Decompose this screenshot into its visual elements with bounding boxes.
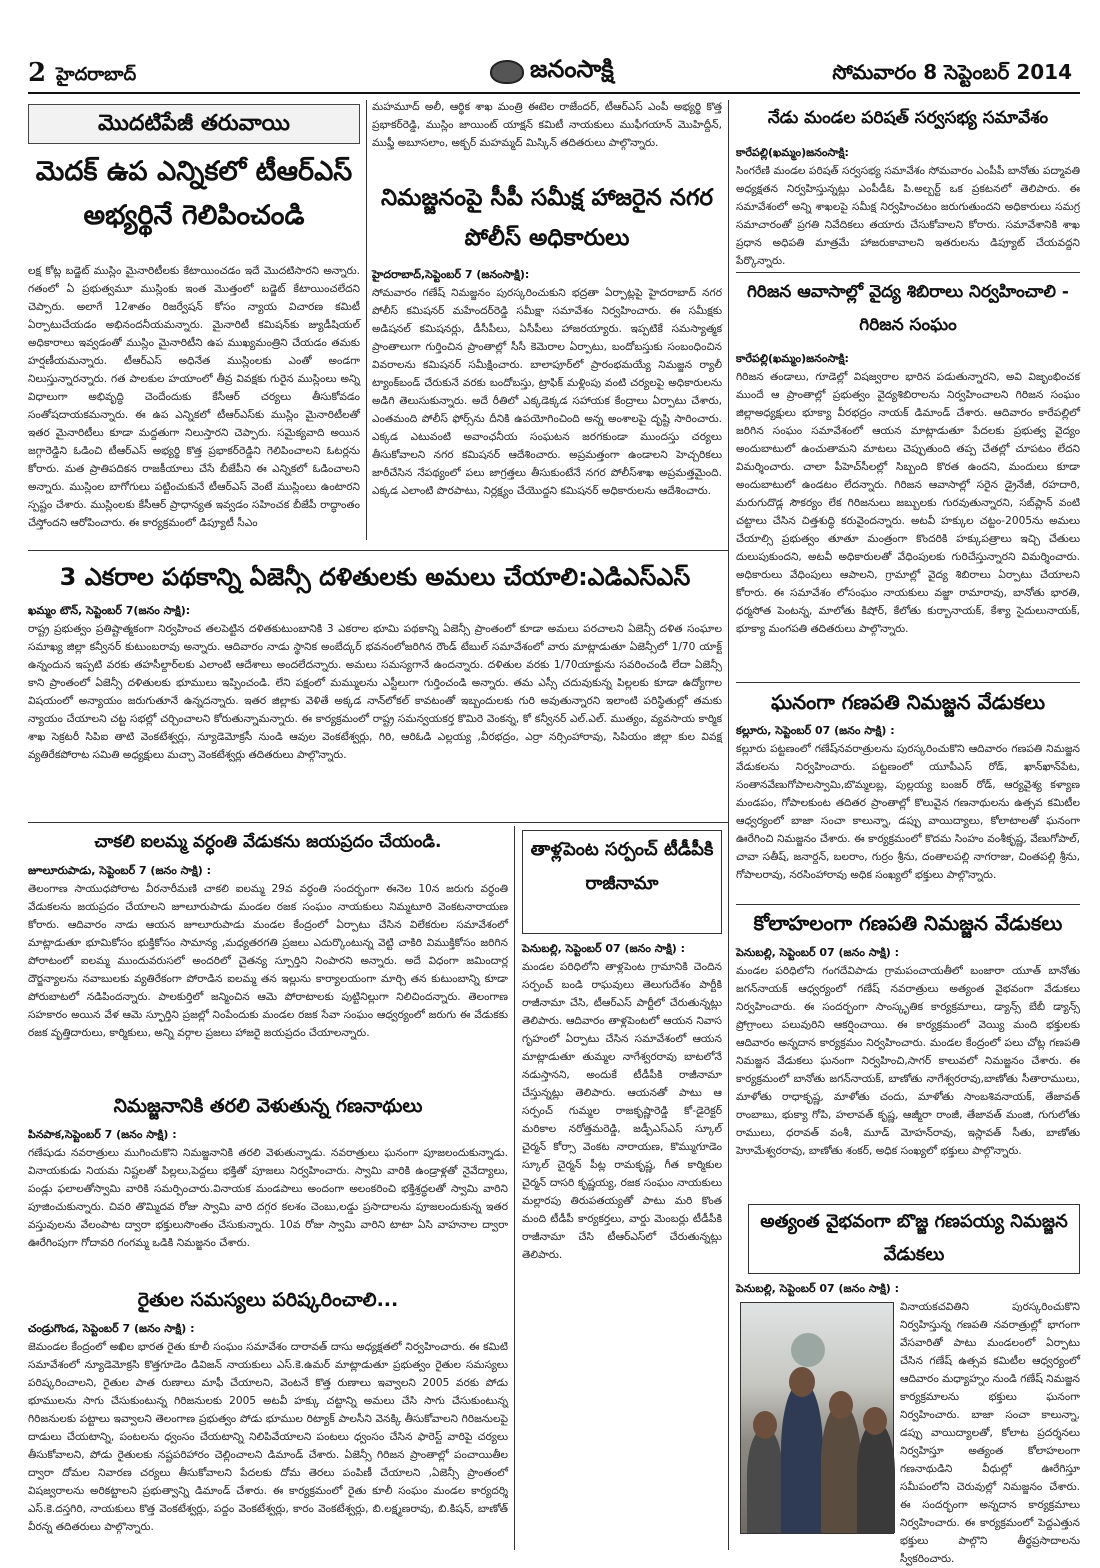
masthead-rule [28,92,1080,94]
chakali-byline: జూలూరుపాడు, సెప్టెంబర్ 7 (జనం సాక్షి) : [28,864,211,877]
ganadhulu-byline: పినపాక,సెప్టెంబర్ 7 (జనం సాక్షి) : [28,1128,177,1141]
mandal-meeting-headline: నేడు మండల పరిషత్ సర్వసభ్య సమావేశం [767,108,1049,128]
logo-emblem-icon [490,60,524,84]
section-divider [736,682,1080,683]
medical-camps-article [736,350,1080,678]
sarpanch-article [522,940,722,1320]
ganadhulu-headline: నిమజ్జనానికి తరలి వెళుతున్న గణనాథులు [113,1095,423,1117]
sarpanch-headline: తాళ్లపెంట సర్పంచ్ టీడీపీకి రాజీనామా [522,830,722,934]
continuation-banner: మొదటిపేజీ తరువాయి [28,104,360,144]
three-acres-body: రాష్ట్ర ప్రభుత్వం ప్రతిష్టాత్మకంగా నిర్వహించ తలపెట్టిన దళితకుటుంబానికి 3 ఎకరాల భూమి పథకాన్ని ఏజెన్సీ ప్రాంతంలో కూడా అమలు పరచాలని ఏజెన్సీ దళిత సంఘాల సమాఖ్య జిల్లా కన్వీనర్ కుటుంబరావు అన్నారు. ఆదివారం నాడు స్థానిక అంబేద్కర్ భవనంలోజరిగిన రౌండ్ టేబుల్ సమావేశంలో వారు మాట్లాడుతూ ఏజెన్సీలో 1/70 యాక్ట్ ఉన్నందున ఇప్పటి వరకు తహసీల్దార్‌లకు ఎలాంటి ఆదేశాలు అందలేదన్నారు. అమలు సమస్యగానే ఉందన్నారు. దళితుల వరకు 1/70యాక్టును సవరించండి లేదా ఏజెన్సీ కాని ప్రాంతంలో ఏజెన్సీ దళితులకు భూములు ఇప్పించండి. లేని పక్షంలో మమ్ములను ఎస్టీలుగా గుర్తించండి అన్నారు. తమ ఎస్సీ చదువుకున్న పిల్లలకు కూడా ఉద్యోగాల విషయంలో అన్యాయం జరుగుతూనే ఉన్నదన్నారు. ఇతర జిల్లాకు వెళితే అక్కడ నాన్‌లోకల్ కావటంతో ఇబ్బందులకు గురి అవుతున్నారని ఇలాంటి పరిస్థితుల్లో తమకు న్యాయం చేయాలని చట్ట సభల్లో చర్చించాలని కోరుతున్నామన్నారు. ఈ కార్యక్రమంలో రాష్ట్ర సమన్వయకర్త కొమిరె వెంకన్న, కో కన్వీనర్ ఎల్.ఎల్. ముత్యం, వ్యవసాయ కార్మిక శాఖ సెక్రటరీ సిపిఐ తాటి వెంకటేశ్వర్లు, న్యూడెమోక్రసీ నుండి ఆవుల వెంకటేశ్వర్లు, గిరి, ఆరిఓడి ఎల్లయ్య ,వీరభద్రం, ఎర్రా నర్సింహారావు, సిపియం జిల్లా కుల వివక్ష వ్యతిరేకపోరాట సమితి అధ్యక్షులు మచ్చా వెంకటేశ్వర్లు తదితరులు పాల్గొన్నారు. [28,622,722,761]
masthead [0,0,1100,96]
chakali-headline: చాకలి ఐలమ్మ వర్ధంతి వేడుకను జయప్రదం చేయండి. [94,832,442,852]
bojja-byline: పెనుబల్లి, సెప్టెంబర్ 07 (జనం సాక్షి) : [736,1282,900,1295]
kolahalam-byline: పెనుబల్లి, సెప్టెంబర్ 07 (జనం సాక్షి) : [736,946,900,959]
logo-text: జనంసాక్షి [530,55,614,83]
bojja-headline: అత్యంత వైభవంగా బొజ్జ గణపయ్య నిమజ్జన వేడుకలు [748,1204,1080,1274]
ganapathi-kalluru-byline: కల్లూరు, సెప్టెంబర్ 07 (జనం సాక్షి) : [736,724,895,737]
three-acres-byline: ఖమ్మం టౌన్, సెప్టెంబర్ 7(జనం సాక్షి): [28,604,191,617]
medical-camps-body: గిరిజన తండాలు, గూడెల్లో విషజ్వరాల భారిన పడుతున్నారని, అవి విజృంభించక ముందే ఆ ప్రాంతాల్లో ప్రభుత్వం వైద్యశిబిరాలను నిర్వహించాలని గిరిజన సంఘం జిల్లాఅధ్యక్షులు భూక్యా వీరభద్రం నాయక్ డిమాండ్ చేశారు. ఆదివారం కారేపల్లిలో జరిగిన సంఘం సమావేశంలో ఆయన మాట్లాడుతూ పేదలకు ప్రభుత్వ వైద్యం అందుబాటులో ఉంచుతామని మాటలు చెప్పుతుంది తప్ప చేతల్లో చూపటం లేదని విమర్శించారు. చాలా పీహెచ్‌సీలల్లో సిబ్బంది కొరత ఉందని, మందులు కూడా అందుబాటులో ఉండటం లేదన్నారు. గిరిజన ఆవాసాల్లో సరైన డ్రైనేజీ, రహదారి, మరుగుదొడ్ల సౌకర్యం లేక గిరిజనులు జబ్బులకు గురవుతున్నారని, సబ్‌ప్లాన్ వంటి చట్టాలు చేసిన చిత్తశుద్ధి కరువైందన్నారు. అటవీ హక్కుల చట్టం-2005ను అమలు చేయాల్సి ప్రభుత్వం తూతూ మంత్రంగా కొందరికి హక్కుపత్రాలు ఇచ్చి చేతులు దులుపుకుందని, అటవీ అధికారులతో వేధింపులకు గురిచేస్తున్నారని విమర్శించారు. అధికారులు వేధింపులు ఆపాలని, గ్రామాల్లో వైద్య శిబిరాలు ఏర్పాటు చేయాలని కోరారు. ఈ సమావేశం లోసంఘం నాయకులు వజ్జా రామారావు, బానోతు భారతి, ధర్మసోత పెంటన్న, మాలోతు కిషోర్, కేలోతు కుర్బానాయక్, కేశ్యా సైదులునాయక్, భూక్యా మంగపతి తదితరులు పాల్గొన్నారు. [736,370,1080,635]
section-divider [736,904,1080,905]
mandal-meeting-article [736,144,1080,268]
ganadhulu-article [28,1126,508,1280]
medak-cont-body: మహమూద్ అలీ, ఆర్థిక శాఖ మంత్రి ఈటెల రాజేందర్, టీఆర్ఎస్ ఎంపీ అభ్యర్థి కొత్త ప్రభాకర్‌రెడ్డి, ముస్లిం జాయింట్ యాక్షన్ కమిటీ నాయకులు ముఫీగయాన్ మొహిద్దీన్, ముఫ్తీ అబూసలాం, అక్బర్ మహమ్మద్ మిస్కిన్ తదితరులు పాల్గొన్నారు. [372,101,722,149]
page-number: 2 [28,58,47,88]
farmers-byline: చండ్రుగొండ, సెప్టెంబర్ 7 (జనం సాక్షి) : [28,1322,195,1335]
farmers-body: జెమండల కేంద్రంలో అఖిల భారత రైతు కూలీ సంఘం సమావేశం దారావత్ దాసు అధ్యక్షతలో నిర్వహించారు. ఈ కమిటి సమావేశంలో న్యూడెమోక్రసి కొత్తగూడెం డివిజన్ నాయకులు ఎస్.కె.ఉమర్ మాట్లాడుతూ ప్రభుత్వం రైతుల సమస్యలు పరిష్కరించాలని, రైతుల పాత రుణాలు మాఫీ చేయాలని, వెంటనే కొత్త రుణాలు ఇవ్వాలని 2005 వరకు పోడు భూములను సాగు చేసుకుంటున్న గిరిజనులకు 2005 అటవీ హక్కు చట్టాన్ని అమలు చేసి సాగు చేసుకుంటున్న గిరిజనులకు పట్టాలు ఇవ్వాలని తెలంగాణ ప్రభుత్వం పోడు భూముల రిట్యాక్ పాలసీని వెనక్కి తీసుకోవాలని గిరిజనులపై దాడులు చేయటాన్ని, పంటలను ధ్వంసం చేయటాన్ని నిలిపివేయాలని పంటలు ధ్వంసం చేసిన ఫారెస్ట్ వారిపై చర్యలు తీసుకోవాలని, పోడు రైతులకు నష్టపరిహారం చెల్లించాలని డిమాండ్ చేశారు. ఏజెన్సీ గిరిజన ప్రాంతాల్లో పంచాయితీల ద్వారా దోమల నివారణ చర్యలు తీసుకోవాలని పేదలకు దోమ తెరలు పంపిణీ చేయాలని ,ఏజెన్సీ ప్రాంతంలో విషజ్వరాలను అరికట్టాలని ప్రభుత్వాన్ని డిమాండ్ చేశారు. ఈ కార్యక్రమంలో రైతు కూలీ సంఘం మండల కార్యదర్శి ఎస్.కె.దస్తగిరి, నాయకులు కొత్త వెంకటేశ్వర్లు, పద్దం వెంకటేశ్వర్లు, కారం వెంకటేశ్వర్లు, బి.లక్ష్మణరావు, బి.కిషన్, బాణోత్ వీరన్న తదితరులు పాల్గొన్నారు. [28,1340,508,1533]
medical-camps-headline: గిరిజన ఆవాసాల్లో వైద్య శిబిరాలు నిర్వహించాలి - గిరిజన సంఘం [747,282,1069,335]
chakali-body: తెలంగాణ సాయుధపోరాట వీరనారీమణి చాకలి ఐలమ్మ 29వ వర్ధంతి సందర్భంగా ఈనెల 10న జరుగు వర్ధంతి వేడుకలను జయప్రదం చేయాలని జూలూరుపాడు మండల రజక సంఘం నాయకులు నిమ్మటూరి వెంకటనారాయణ కోరారు. ఆదివారం నాడు ఆయన జూలూరుపాడు మండల కేంద్రంలో ఏర్పాటు చేసిన విలేకరుల సమావేశంలో మాట్లాడుతూ భూమికోసం భుక్తికోసం సామాన్య ,మధ్యతరగతి ప్రజలు ఎదుర్కొంటున్న వెట్టి చాకిరి విముక్తికోసం జరిగిన పోరాటంలో ఐలమ్మ ముందువరుసలో అందరిలో చైతన్య స్పూర్తిని నింపారని అన్నారు. అదే విధంగా జమిందార్ల దౌర్జన్యాలను నవాబులకు వ్యతిరేకంగా పోరాడిన ఐలమ్మ తన ఇల్లును కార్యాలయంగా మార్చి తన కుటుంబాన్ని కూడా పోరుబాటలో నడిపిందన్నారు. పాలకుర్తిలో జన్మించిన ఆమె పోరాటాలకు పుట్టినిల్లుగా నిలిచిందన్నారు. తెలంగాణ సహకారం అయిన వేళ ఆమె స్ఫూర్తిని ప్రజల్లో నింపేందుకు మండల రజక సేవా సంఘం ఆధ్వర్యంలో జరుగు ఈ వేడుకకు రజక వృత్తిదారులు, కార్మికులు, అన్ని వర్గాల ప్రజలు హాజరై జయప్రదం చేయాలన్నారు. [28,882,508,1039]
sarpanch-byline: పెనుబల్లి, సెప్టెంబర్ 07 (జనం సాక్షి) : [522,942,686,955]
column-divider [728,100,729,1550]
mandal-meeting-byline: కారేపల్లి(ఖమ్మం)జనంసాక్షి: [736,146,849,159]
mandal-meeting-body: సింగరేణి మండల పరిషత్ సర్వసభ్య సమావేశం సోమవారం ఎంపీపీ బానోతు పద్మావతి అధ్యక్షతన నిర్వహిస్తున్నట్లు ఎంపీడీఓ పి.అల్బర్ట్ ఒక ప్రకటనలో తెలిపారు. ఈ సమావేశంలో అన్ని శాఖలపై సమీక్ష నిర్వహించటం జరుగుతుందని అధికారులు సమగ్ర సమాచారంతో ప్రగతి నివేదికలు తయారు చేసుకోవాలని కోరారు. సమావేశానికి శాఖ ప్రధాన అధిపతి మాత్రమే హాజరుకావాలని ఇతరులను డిప్యూట్ చేయవద్దని పేర్కొన్నారు. [736,164,1080,267]
three-acres-headline: 3 ఎకరాల పథకాన్ని ఏజెన్సీ దళితులకు అమలు చేయాలి:ఎడిఎస్ఎస్ [59,563,691,591]
ganadhulu-body: గణేషుడు నవరాత్రులు ముగించుకొని నిమజ్జనానికి తరలి వెళుతున్నాడు. నవరాత్రులు ఘనంగా పూజలందుకున్నాడు. వినాయకుడు నియమ నిష్టలతో పిల్లలు,పెద్దలు భక్తితో పూజలు నిర్వహించారు. స్వామి వారికి ఉండ్రాళ్లతో నైవేద్యాలు, పండ్లు ఫలాలతోస్వామి వారికి సమర్పించారు.వినాయక మండపాలు అందంగా అలంకరించి భక్తిశ్రద్ధలతో స్వామి వారిని పూజించుకున్నారు. చివరి తొమ్మిదవ రోజు స్వామి వారి దగ్గర కలశం చెంబు,లడ్డు ప్రసాదాలను పూజలందుకున్న ఇతర వస్తువులను వేలంపాట ద్వారా భక్తులుసొంతం చేసుకున్నారు. 10వ రోజు స్వామి వారిని టాటా ఏసి వాహనాల ద్వారా ఊరేగింపుగా గోదావరి గంగమ్మ ఒడికి నిమజ్జనం చేశారు. [28,1146,508,1249]
immersion-police-headline: నిమజ్జనంపై సీపీ సమీక్ష హాజరైన నగర పోలీస్ అధికారులు [380,185,714,251]
bojja-byline-block [736,1280,1080,1300]
section-divider [28,550,728,551]
edition-date: సోమవారం 8 సెప్టెంబర్ 2014 [832,60,1072,84]
medak-article [28,262,360,538]
newspaper-logo [490,54,614,90]
immersion-police-byline: హైదరాబాద్,సెప్టెంబర్ 7 (జనంసాక్షి): [372,268,530,281]
edition-city: హైదరాబాద్ [56,64,137,85]
medak-body: లక్ష కోట్ల బడ్జెట్ ముస్లిం మైనారిటీలకు కేటాయించడం ఇదే మొదటిసారని అన్నారు. గతంలో ఏ ప్రభుత్వమూ ముస్లింకు ఇంత మొత్తంలో బడ్జెట్ కేటాయించలేదని చెప్పారు. అలాగే 12శాతం రిజర్వేషన్ కోసం న్యాయ విచారణ కమిటీ ఏర్పాటుచేయడం అభినందనీయమన్నారు. మైనారిటీ కమిషన్‌కు జ్యుడీషియల్ అధికారాలు ఇవ్వడంతో ముస్లిం మైనారిటీని ఉప ముఖ్యమంత్రిని చేయడం తమకు హర్షణీయమన్నారు. టీఆర్ఎస్ అధినేత ముస్లింలకు ఎంతో అండగా నిలుస్తున్నారన్నారు. గత పాలకుల హయాంలో తీవ్ర వివక్షకు గురైన ముస్లింలు అన్ని విధాలుగా అభివృద్ధి చెందేందుకు కేసీఆర్ చర్యలు తీసుకోవడం సంతోషదాయకమన్నారు. ఈ ఉప ఎన్నికలో టీఆర్ఎస్‌కు ముస్లిం మైనారిటీలతో ఇతర మైనారిటీలు కూడా మద్దతుగా నిలుస్తారని చెప్పారు. సమైక్యవాది అయిన జగ్గారెడ్డిని ఓడించి టీఆర్ఎస్ అభ్యర్థి కొత్త ప్రభాకర్‌రెడ్డిని గెలిపించాలని ఓటర్లను కోరారు. మత ప్రాతిపదికన రాజకీయాలు చేసే బీజేపీని ఈ ఎన్నికలో ఓడించాలని అన్నారు. ముస్లింల బాగోగులు పట్టించుకునే టీఆర్ఎస్ వెంటే ముస్లింలు ఉంటారని స్పష్టం చేశారు. ముస్లింలకు కేసీఆర్ ప్రాధాన్యత ఇవ్వడం సహించక బీజేపీ రాద్ధాంతం చేస్తోందని ఆరోపించారు. ఈ కార్యక్రమంలో డిప్యూటీ సీఎం [28,265,360,529]
kolahalam-body: మండల పరిధిలోని గంగదేవిపాడు గ్రామపంచాయతీలో బంజారా యూత్ బానోతు జగన్‌నాయక్ ఆధ్వర్యంలో గణేష్ నవరాత్రులు అత్యంత వైభవంగా వేడుకలు నిర్వహించారు. ఈ సందర్భంగా సాంస్కృతిక కార్యక్రమాలు, డ్యాన్స్ బేబీ డ్యాన్స్ ప్రోగ్రాంలు పలువురిని ఆకర్షించాయి. ఈ కార్యక్రమంలో వెయ్యి మంది భక్తులకు ఆదివారం అన్నదాన కార్యక్రమం నిర్వహించారు. మండల కేంద్రంలో పలు చోట్ల గణపతి నిమజ్జన వేడుకలు ఘనంగా నిర్వహించి,సాగర్ కాలువలో నిమజ్జనం చేశారు. ఈ కార్యక్రమంలో బానోతు జగన్‌నాయక్, బాణోతు నాగేశ్వరరావు,బాణోతు సీతారాములు, మాళోతు రాధాకృష్ణ, మాళోతు చందు, మాళోతు సాంబశివనాయక్, తేజావత్ రాంబాబు, భుక్యా గోపి, హలావత్ కృష్ణ, ఆజ్మీరా రాంజీ, తేజావత్ మంజి, గుగులోతు రాములు, ధరావత్ వంశీ, మూడ్ మోహన్‌రావు, ఇస్లావత్ సీతు, బాణోతు హెూమేశ్వరరావు, బాణోతు శంకర్, అధిక సంఖ్యలో భక్తులు పాల్గొన్నారు. [736,964,1080,1157]
medical-camps-byline: కారేపల్లి(ఖమ్మం)జనంసాక్షి: [736,352,849,365]
ganesh-procession-photo [740,1302,894,1534]
ganesh-idol-icon [791,1333,825,1367]
sarpanch-body: మండల పరిధిలోని తాళ్లపెంట గ్రామానికి చెందిన సర్పంచ్ బండి రాఘవులు తెలుగుదేశం పార్టీకి రాజీనామా చేసి, టీఆర్ఎస్ పార్టీలో చేరుతున్నట్లు తెలిపారు. ఆదివారం తాళ్లపెంటలో ఆయన నివాస గృహంలో ఏర్పాటు చేసిన సమావేశంలో ఆయన మాట్లాడుతూ తుమ్మల నాగేశ్వరరావు బాటలోనే నడుస్తానని, అందుకే టీడీపీకి రాజీనామా చేస్తున్నట్లు తెలిపారు. ఆయనతో పాటు ఆ సర్పంచ్ గుమ్మల రాజకృష్ణారెడ్డి కో-డైరెక్టర్ మరికాల నరోత్తమరెడ్డి, జడ్పీఎస్ఎస్ స్కూల్ చైర్మన్ కోర్సా వెంకట నారాయణ, కొమ్ముగూడెం స్కూల్ చైర్మన్ పీట్ల రామకృష్ణ, గీత కార్మికుల చైర్మన్ దాసరి కృష్ణయ్య, రజక సంఘం నాయకులు మల్లారపు తిరుపతయ్యతో పాటు మరి కొంత మంది టీడీపీ కార్యకర్తలు, వార్డు మెంబర్లు టీడీపీకి రాజీనామా చేసి టీఆర్ఎస్‌లో చేరుతున్నట్లు తెలిపారు. [522,960,722,1261]
chakali-article [28,862,508,1086]
kolahalam-article [736,944,1080,1198]
three-acres-article [28,602,722,818]
bojja-article [900,1298,1080,1565]
immersion-police-article [372,266,722,538]
immersion-police-body: సోమవారం గణేష్ నిమజ్జనం పురస్కరించుకుని భద్రతా ఏర్పాట్లపై హైదరాబాద్ నగర పోలీస్ కమిషనర్ మహేందర్‌రెడ్డి సమీక్షా సమావేశం నిర్వహించారు. ఈ సమీక్షకు అడిషనల్ కమిషనర్లు, డీసీపీలు, ఏసీపీలు హాజరయ్యారు. ఇప్పటికే సమస్యాత్మక ప్రాంతాలుగా గుర్తించిన ప్రాంతాల్లో సీసీ కెమెరాల ఏర్పాటు, బందోబస్తుకు సంబంధించిన వివరాలను కమిషనర్ సమీక్షించారు. బాలాపూర్‌లో ప్రారంభమయ్యే నిమజ్జన ర్యాలీ ట్యాంక్‌బండ్ చేరుకునే వరకు బందోబస్తు, ట్రాఫిక్ మళ్లింపు వంటి చర్యలపై అధికారులను అడిగి తెలుసుకున్నారు. అదే రీతిలో ఎక్కడెక్కడ సహాయక కేంద్రాలు ఏర్పాటు చేశారు, ఎంతమంది పోలీస్ ఫోర్స్‌ను దీనికి ఉపయోగించింది అన్న అంశాలపై దృష్టి సారించారు. ఎక్కడ ఎటువంటి అవాంఛనీయ సంఘటన జరగకుండా ముందస్తు చర్యలు తీసుకోవాలని నగర కమిషనర్ ఆదేశించారు. అప్రమత్తంగా ఉండాలని హెచ్చరికలు జారీచేసిన నేపథ్యంలో పలు జాగ్రత్తలు తీసుకుంటేనే నగర పోలీస్‌శాఖ అప్రమత్తమైంది. ఎక్కడ ఎలాంటి పొరపాటు, నిర్లక్ష్యం చేయొద్దని కమిషనర్ అధికారులను ఆదేశించారు. [372,286,722,497]
column-divider [366,100,367,540]
medak-continued [372,98,722,172]
section-divider [736,272,1080,273]
bojja-body: వినాయకచవితిని పురస్కరించుకొని నిర్వహిస్తున్న గణపతి నవరాత్రుల్లో భాగంగా వేసవారితో పాటు మండలంలో ఏర్పాటు చేసిన గణేష్ ఉత్సవ కమిటీల ఆధ్వర్యంలో ఆదివారం మధ్యాహ్నం నుండి గణేష్ నిమజ్జన కార్యక్రమాలను భక్తులు ఘనంగా నిర్వహించారు. బాజా సంచా కాలున్నా, డప్పు వాయిద్యాలతో, కోలాట ప్రదర్శనలు నిర్వహిస్తూ అత్యంత కోలాహలంగా గణనాథుడిని వీధుల్లో ఊరేగిస్తూ సమీపంలోని చెరువుల్లో నిమజ్జనం చేశారు. ఈ సందర్భంగా అన్నదాన కార్యక్రమాలు నిర్వహించారు. ఈ కార్యక్రమంలో పెద్దఎత్తున భక్తులు పాల్గొని తీర్థప్రసాదాలను స్వీకరించారు. [900,1301,1080,1565]
medak-headline: మెదక్ ఉప ఎన్నికలో టీఆర్ఎస్ అభ్యర్థినే గెలిపించండి [35,156,353,231]
farmers-article [28,1320,508,1550]
ganapathi-kalluru-article [736,722,1080,900]
kolahalam-headline: కోలాహలంగా గణపతి నిమజ్జన వేడుకలు [753,911,1063,935]
section-divider [28,822,728,823]
ganapathi-kalluru-body: కల్లూరు పట్టణంలో గణేష్‌నవరాత్రులను పురస్కరించుకొని ఆదివారం గణపతి నిమజ్జన వేడుకలను నిర్వహించారు. పట్టణంలో యూపీఎస్ రోడ్, ఖాన్‌ఖాన్‌పేట, సంతానవేణుగోపాలస్వామి,బొమ్మలబ్ల, పుల్లయ్య బంజర్ రోడ్, ఆర్యవైశ్య కళ్యాణ మండపం, గోపాలకుంట తదితర ప్రాంతాల్లో కొలువైన గణనాథులను ఉత్సవ కమిటీల ఆధ్వర్యంలో బాజా సంచా కాలున్నా, డప్పు వాయిద్యాలు, కోలాటాలతో ఘనంగా ఊరేగించి నిమజ్జనం చేశారు. ఈ కార్యక్రమంలో కొదమ సింహం వంశీకృష్ణ, వేణుగోపాల్, చావా సతీష్, జనార్దన్, బలరాం, గుర్రం శ్రీను, దంతాలపల్లి నాగరాజు, చింతపల్లి శ్రీను, గోపాలరావు, నరసింహారావు అధిక సంఖ్యలో భక్తులు పాల్గొన్నారు. [736,742,1080,881]
ganapathi-kalluru-headline: ఘనంగా గణపతి నిమజ్జన వేడుకలు [770,690,1046,714]
column-divider [514,826,515,1550]
farmers-headline: రైతుల సమస్యలు పరిష్కరించాలి... [137,1289,399,1311]
